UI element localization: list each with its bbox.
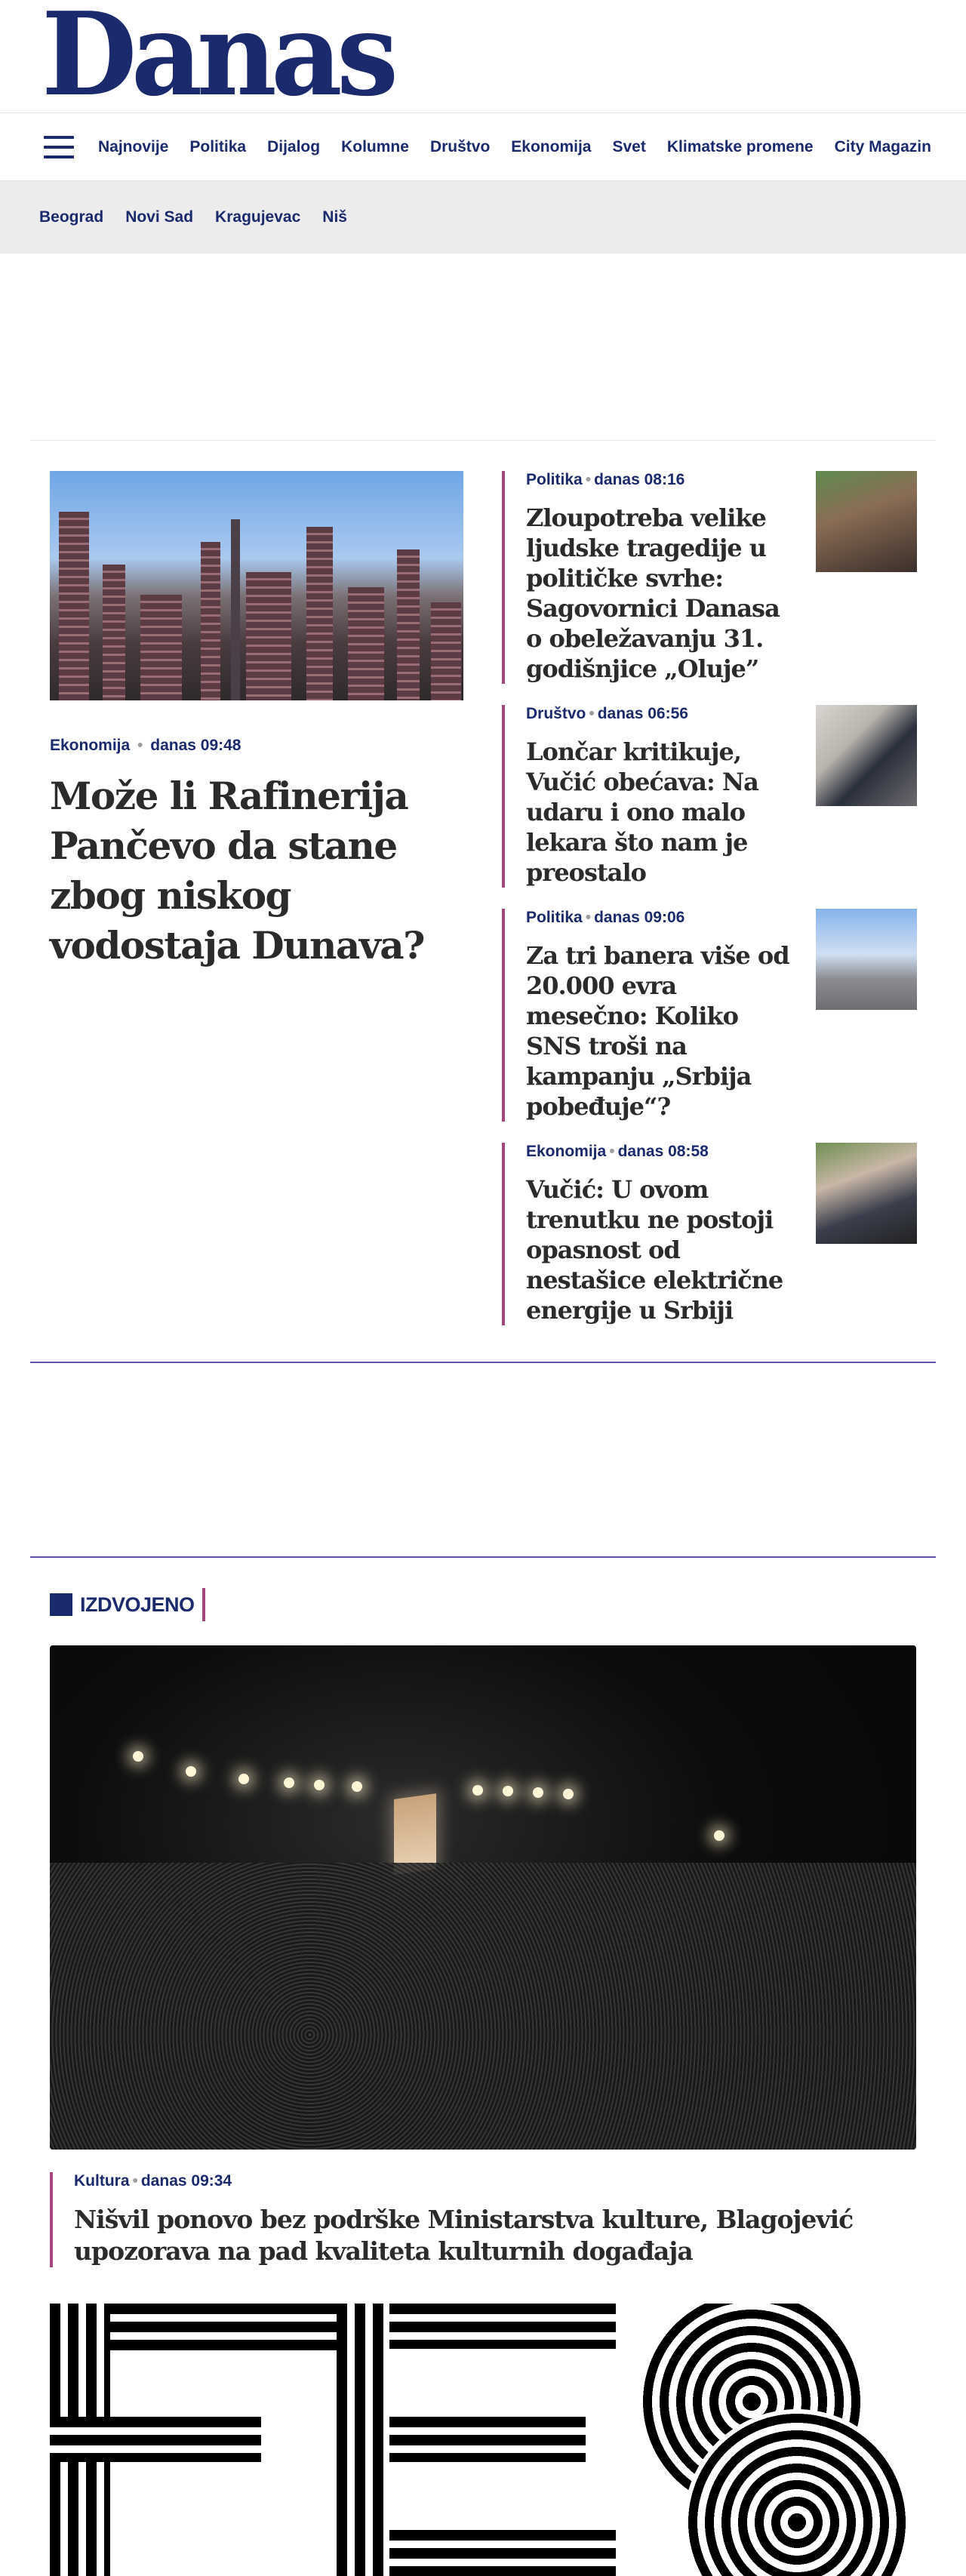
article-time: danas 09:34 bbox=[140, 2172, 232, 2190]
article-image[interactable] bbox=[50, 2304, 916, 2576]
featured-article-image[interactable] bbox=[50, 1645, 916, 2150]
lead-article-category[interactable]: Ekonomija bbox=[50, 737, 131, 754]
hamburger-icon[interactable] bbox=[44, 136, 74, 158]
article-thumbnail[interactable] bbox=[816, 705, 917, 806]
article-time: danas 09:06 bbox=[594, 909, 685, 926]
section-label: IZDVOJENO bbox=[80, 1593, 195, 1616]
side-article-list bbox=[502, 471, 917, 1346]
article-title[interactable]: Zloupotreba velike ljudske tragedije u političke svrhe: Sagovornici Danasa o obeležavanju 31. godišnjice „Oluje” bbox=[526, 503, 780, 683]
subnav-item-nis[interactable]: Niš bbox=[322, 208, 347, 226]
list-item[interactable]: Ekonomija • danas 08:58 Vučić: U ovom trenutku ne postoji opasnost od nestašice električne energije u Srbiji bbox=[502, 1143, 917, 1325]
nav-item-klimatske-promene[interactable]: Klimatske promene bbox=[666, 137, 814, 155]
lead-article-meta: Ekonomija • danas 09:48 bbox=[50, 737, 242, 754]
article-category[interactable]: Kultura bbox=[74, 2172, 130, 2190]
article-category[interactable]: Društvo bbox=[526, 705, 586, 722]
lead-article-image[interactable] bbox=[50, 471, 463, 700]
article-thumbnail[interactable] bbox=[816, 471, 917, 572]
article-category[interactable]: Ekonomija bbox=[526, 1143, 607, 1160]
list-item[interactable]: Društvo • danas 06:56 Lončar kritikuje, Vučić obećava: Na udaru i ono malo lekara što nam je preostalo bbox=[502, 705, 917, 888]
nav-item-najnovije[interactable]: Najnovije bbox=[98, 137, 169, 155]
nav-item-dijalog[interactable]: Dijalog bbox=[267, 137, 321, 155]
article-category[interactable]: Politika bbox=[526, 471, 583, 488]
site-logo[interactable]: Danas bbox=[42, 0, 393, 122]
top-news-section bbox=[0, 441, 966, 1362]
lead-article-title[interactable]: Može li Rafinerija Pančevo da stane zbog niskog vodostaja Dunava? bbox=[50, 774, 424, 968]
nav-item-drustvo[interactable]: Društvo bbox=[429, 137, 491, 155]
divider bbox=[30, 1556, 936, 1558]
subnav-item-beograd[interactable]: Beograd bbox=[39, 208, 104, 226]
article-title[interactable]: Za tri banera više od 20.000 evra mesečno: Koliko SNS troši na kampanju „Srbija pobeđuje“? bbox=[526, 941, 789, 1121]
divider bbox=[202, 1588, 205, 1621]
nav-item-politika[interactable]: Politika bbox=[189, 137, 247, 155]
ad-placeholder bbox=[0, 254, 966, 440]
featured-article-caption[interactable]: Kultura • danas 09:34 Nišvil ponovo bez podrške Ministarstva kulture, Blagojević upozorava na pad kvaliteta kulturnih događaja bbox=[50, 2172, 916, 2267]
article-title[interactable]: Lončar kritikuje, Vučić obećava: Na udaru i ono malo lekara što nam je preostalo bbox=[526, 737, 758, 887]
article-title[interactable]: Vučić: U ovom trenutku ne postoji opasnost od nestašice električne energije u Srbiji bbox=[526, 1175, 783, 1325]
article-thumbnail[interactable] bbox=[816, 909, 917, 1010]
featured-article-title[interactable]: Nišvil ponovo bez podrške Ministarstva kulture, Blagojević upozorava na pad kvaliteta kulturnih događaja bbox=[74, 2205, 854, 2266]
list-item[interactable]: Politika • danas 09:06 Za tri banera više od 20.000 evra mesečno: Koliko SNS troši na kampanju „Srbija pobeđuje“? bbox=[502, 909, 917, 1122]
featured-section bbox=[0, 1588, 966, 2576]
square-icon bbox=[50, 1593, 72, 1616]
nav-item-kolumne[interactable]: Kolumne bbox=[341, 137, 409, 155]
nav-item-ekonomija[interactable]: Ekonomija bbox=[511, 137, 592, 155]
article-time: danas 08:58 bbox=[617, 1143, 709, 1160]
masthead bbox=[0, 0, 966, 122]
subnav-item-novi-sad[interactable]: Novi Sad bbox=[125, 208, 194, 226]
article-time: danas 06:56 bbox=[597, 705, 688, 722]
subnav-item-kragujevac[interactable]: Kragujevac bbox=[215, 208, 301, 226]
nav-item-city-magazin[interactable]: City Magazin bbox=[834, 137, 931, 155]
lead-article-time: danas 09:48 bbox=[150, 737, 242, 754]
city-subnav bbox=[0, 181, 966, 254]
nav-item-svet[interactable]: Svet bbox=[612, 137, 646, 155]
article-thumbnail[interactable] bbox=[816, 1143, 917, 1244]
list-item[interactable]: Politika • danas 08:16 Zloupotreba velike ljudske tragedije u političke svrhe: Sagovornici Danasa o obeležavanju 31. godišnjice „Oluje” bbox=[502, 471, 917, 684]
article-category[interactable]: Politika bbox=[526, 909, 583, 926]
main-nav bbox=[0, 113, 966, 181]
section-heading bbox=[50, 1588, 966, 1621]
ad-placeholder bbox=[0, 1363, 966, 1556]
article-time: danas 08:16 bbox=[594, 471, 685, 488]
